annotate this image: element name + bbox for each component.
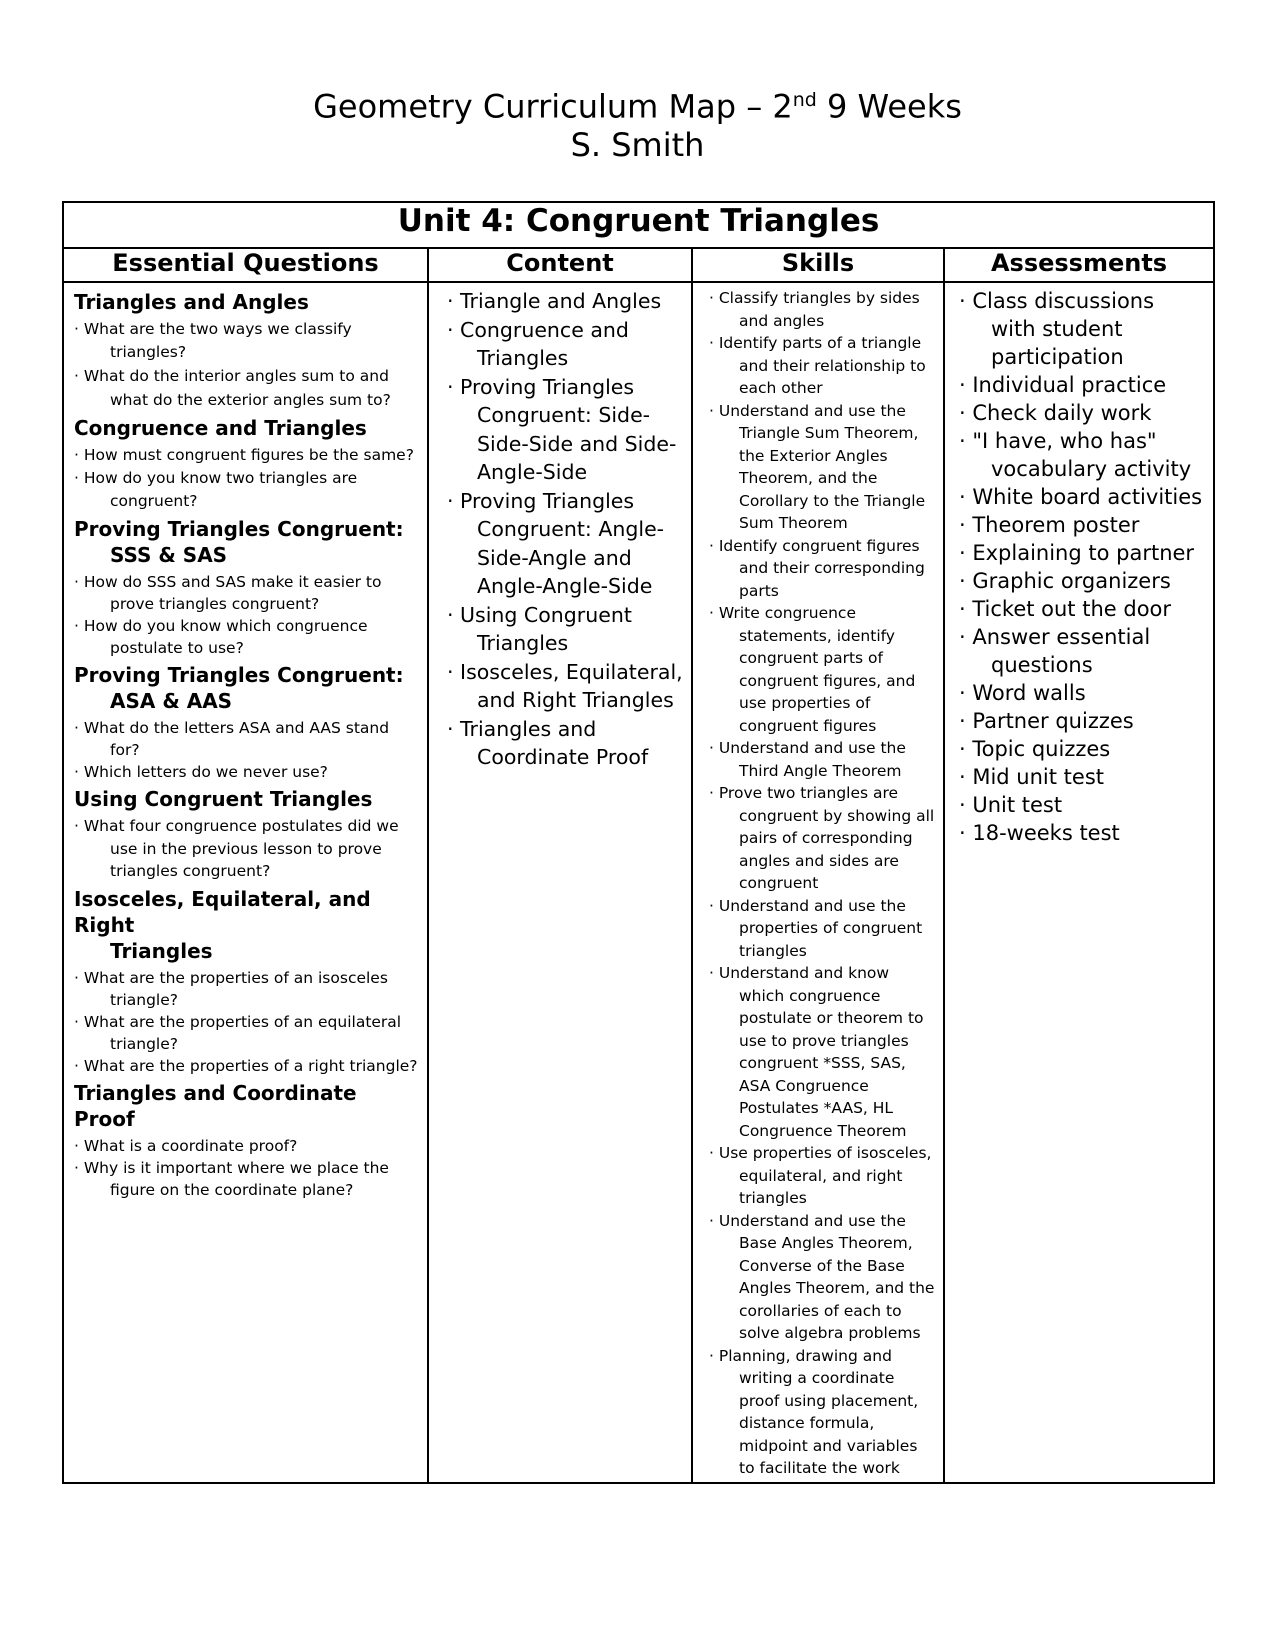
content-item: · Triangles and Coordinate Proof	[447, 716, 649, 769]
assessment-item: · White board activities	[959, 485, 1203, 509]
column-header-skills: Skills	[692, 248, 944, 282]
eq-question: · How must congruent figures be the same?	[74, 446, 414, 464]
assessments-cell	[944, 282, 1214, 1483]
assessment-item: · Word walls	[959, 681, 1086, 705]
eq-question: · Why is it important where we place the figure on the coordinate plane?	[74, 1158, 389, 1199]
skill-item: · Planning, drawing and writing a coordinate proof using placement, distance formula, midpoint and variables to facilitate the work	[709, 1346, 919, 1477]
eq-question: · What are the properties of an isosceles triangle?	[74, 968, 388, 1009]
author-name: S. Smith	[570, 126, 705, 164]
skill-item: · Understand and know which congruence postulate or theorem to use to prove triangles congruent *SSS, SAS, ASA Congruence Postulates *AAS, HL Congruence Theorem	[709, 964, 924, 1140]
assessment-item: · "I have, who has" vocabulary activity	[959, 429, 1192, 481]
eq-question: · What are the properties of an equilateral triangle?	[74, 1012, 402, 1053]
assessment-item: · Graphic organizers	[959, 569, 1171, 593]
assessment-item: · Mid unit test	[959, 765, 1105, 789]
eq-section-heading: Proving Triangles Congruent: ASA & AAS	[74, 663, 404, 713]
eq-section-heading: Isosceles, Equilateral, and Right Triangles	[74, 886, 371, 963]
eq-question: · What do the letters ASA and AAS stand for?	[74, 719, 390, 759]
content-item: · Proving Triangles Congruent: Angle-Side-Angle and Angle-Angle-Side	[447, 488, 665, 598]
eq-section-heading: Triangles and Coordinate Proof	[74, 1080, 357, 1131]
skill-item: · Understand and use the Base Angles Theorem, Converse of the Base Angles Theorem, and the corollaries of each to solve algebra problems	[709, 1211, 935, 1342]
eq-question: · How do you know which congruence postulate to use?	[74, 617, 368, 657]
assessment-item: · Partner quizzes	[959, 709, 1134, 733]
skill-item: · Write congruence statements, identify congruent parts of congruent figures, and use properties of congruent figures	[709, 604, 916, 735]
skills-cell	[692, 282, 944, 1483]
content-list	[439, 287, 683, 772]
assessment-item: · Check daily work	[959, 401, 1152, 425]
assessment-item: · Unit test	[959, 793, 1063, 817]
title-superscript: nd	[792, 89, 817, 111]
unit-title: Unit 4: Congruent Triangles	[63, 202, 1214, 248]
eq-question: · What four congruence postulates did we use in the previous lesson to prove triangles congruent?	[74, 817, 399, 880]
skill-item: · Prove two triangles are congruent by showing all pairs of corresponding angles and sides are congruent	[709, 784, 935, 892]
curriculum-table	[62, 201, 1215, 1484]
essential-questions-cell	[63, 282, 428, 1483]
eq-section-heading: Using Congruent Triangles	[74, 787, 373, 811]
column-header-content: Content	[428, 248, 692, 282]
content-item: · Proving Triangles Congruent: Side-Side-Side and Side-Angle-Side	[447, 374, 677, 484]
eq-question: · How do SSS and SAS make it easier to prove triangles congruent?	[74, 573, 382, 613]
eq-question: · Which letters do we never use?	[74, 763, 328, 781]
eq-question: · What do the interior angles sum to and what do the exterior angles sum to?	[74, 367, 391, 409]
skill-item: · Understand and use the Third Angle Theorem	[709, 739, 906, 780]
assessments-list	[955, 287, 1205, 847]
page-title	[0, 78, 1275, 129]
content-item: · Isosceles, Equilateral, and Right Triangles	[447, 659, 683, 712]
skill-item: · Understand and use the properties of congruent triangles	[709, 896, 923, 960]
eq-section-heading: Congruence and Triangles	[74, 416, 367, 440]
content-item: · Triangle and Angles	[447, 289, 662, 313]
skill-item: · Identify parts of a triangle and their relationship to each other	[709, 334, 926, 397]
assessment-item: · Class discussions with student participation	[959, 289, 1155, 369]
assessment-item: · Ticket out the door	[959, 597, 1172, 621]
assessment-item: · Individual practice	[959, 373, 1167, 397]
assessment-item: · Theorem poster	[959, 513, 1140, 537]
eq-section-heading: Proving Triangles Congruent: SSS & SAS	[74, 517, 404, 567]
skill-item: · Understand and use the Triangle Sum Theorem, the Exterior Angles Theorem, and the Corollary to the Triangle Sum Theorem	[709, 401, 926, 532]
content-item: · Congruence and Triangles	[447, 317, 629, 370]
assessment-item: · 18-weeks test	[959, 821, 1120, 845]
eq-question: · What are the two ways we classify triangles?	[74, 320, 352, 361]
skill-item: · Identify congruent figures and their corresponding parts	[709, 536, 925, 600]
content-cell	[428, 282, 692, 1483]
column-header-essential-questions: Essential Questions	[63, 248, 428, 282]
content-item: · Using Congruent Triangles	[447, 602, 632, 655]
eq-question: · What are the properties of a right triangle?	[74, 1056, 418, 1075]
eq-question: · What is a coordinate proof?	[74, 1136, 298, 1155]
column-header-assessments: Assessments	[944, 248, 1214, 282]
assessment-item: · Explaining to partner	[959, 541, 1195, 565]
assessment-item: · Answer essential questions	[959, 625, 1151, 677]
title-suffix: 9 Weeks	[816, 87, 962, 126]
eq-question: · How do you know two triangles are congruent?	[74, 469, 358, 510]
skills-list	[703, 287, 935, 1480]
title-prefix: Geometry Curriculum Map – 2	[313, 87, 793, 126]
skill-item: · Classify triangles by sides and angles	[709, 289, 920, 330]
skill-item: · Use properties of isosceles, equilateral, and right triangles	[709, 1144, 932, 1207]
assessment-item: · Topic quizzes	[959, 737, 1111, 761]
eq-section-heading: Triangles and Angles	[74, 290, 309, 314]
